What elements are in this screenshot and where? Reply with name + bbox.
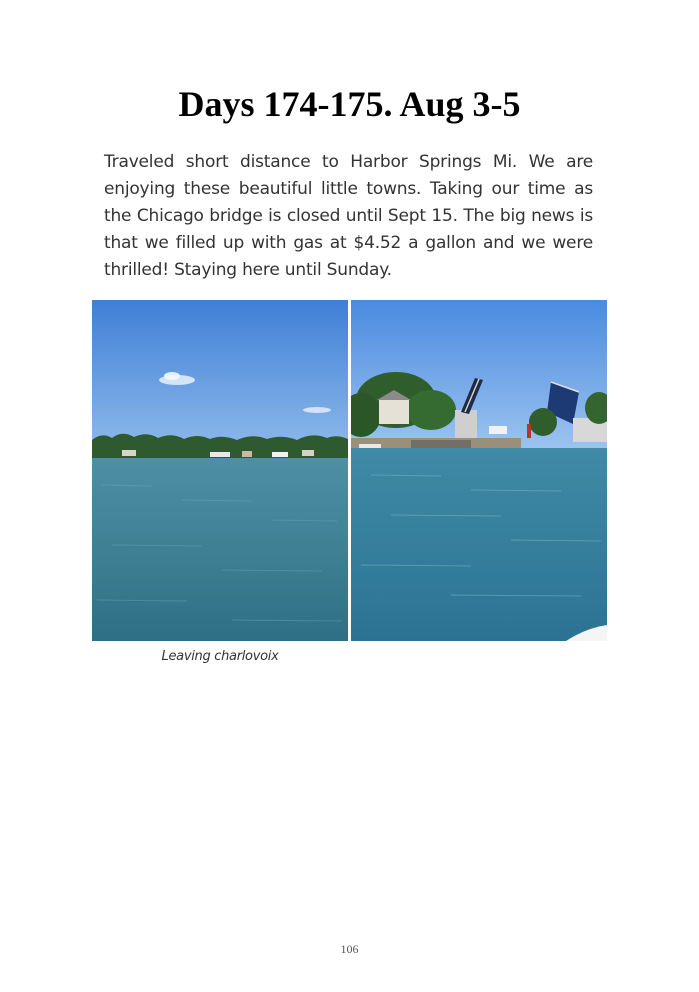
page-title: Days 174-175. Aug 3-5 [178,84,521,124]
photo-caption: Leaving charlovoix [161,649,279,664]
photo-open-water [92,300,348,641]
photo-open-water-image [92,300,348,641]
photo-drawbridge [351,300,607,641]
page-number: 106 [340,942,359,956]
photo-drawbridge-image [351,300,607,641]
body-paragraph: Traveled short distance to Harbor Springs Mi. We are enjoying these beautiful little towns. Taking our time as the Chicago bridge is closed until Sept 15. The big news is that we filled up with gas at $4.52 a gallon and we were thrilled! Staying here until Sunday. [104,152,593,280]
